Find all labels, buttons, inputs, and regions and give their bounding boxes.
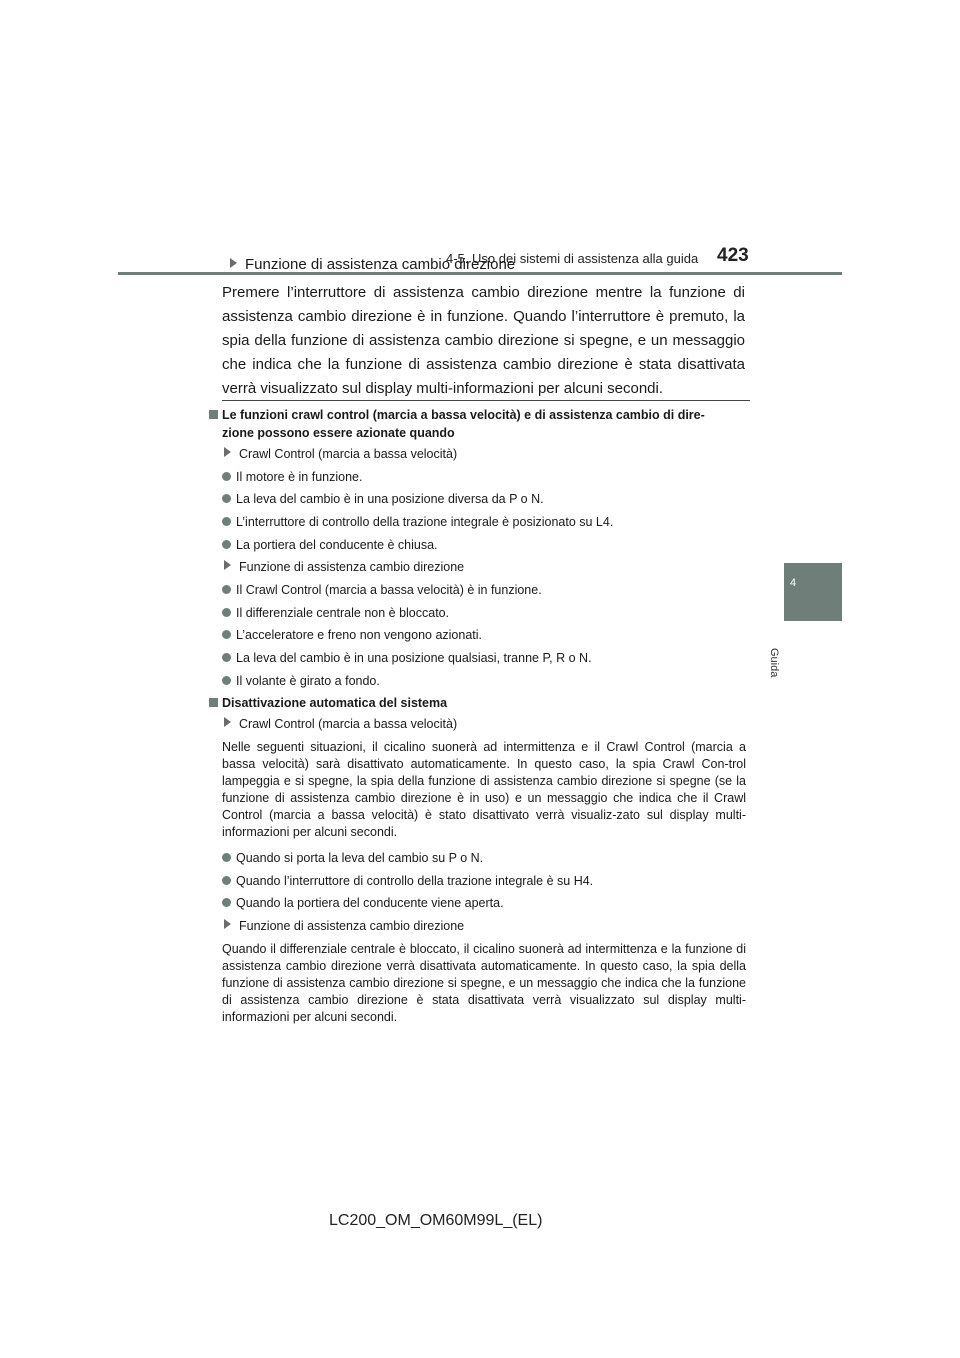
- list-item: [222, 491, 762, 508]
- circle-bullet-icon: [222, 876, 231, 885]
- list-item: [222, 582, 762, 599]
- section2-turn-label: [224, 918, 764, 935]
- list-item-text: Quando l’interruttore di controllo della trazione integrale è su H4.: [236, 874, 594, 888]
- section1-crawl-label: [224, 446, 764, 463]
- circle-bullet-icon: [222, 472, 231, 481]
- circle-bullet-icon: [222, 517, 231, 526]
- chapter-tab-label: Guida: [768, 648, 780, 678]
- section1-heading-line1: Le funzioni crawl control (marcia a bassa velocità) e di assistenza cambio di dire-: [222, 408, 705, 422]
- main-paragraph: Premere l’interruttore di assistenza cambio direzione mentre la funzione di assistenza cambio direzione è in funzione. Quando l’interruttore è premuto, la spia della funzione di assistenza cambio direzione si spegne, e un messaggio che indica che la funzione di assistenza cambio direzione è stata disattivata verrà visualizzato sul display multi-informazioni per alcuni secondi.: [222, 284, 745, 397]
- section2-crawl-label-text: Crawl Control (marcia a bassa velocità): [239, 717, 458, 731]
- list-item: [222, 605, 762, 622]
- triangle-bullet-icon: [224, 560, 231, 570]
- section2-turn-paragraph: Quando il differenziale centrale è bloccato, il cicalino suonerà ad intermittenza e la funzione di assistenza cambio direzione verrà disattivata automaticamente. In questo caso, la spia della funzione di assistenza cambio direzione si spegne, e un messaggio che indica che la funzione di assistenza cambio direzione è stata disattivata verrà visualizzato sul display multi-informazioni per alcuni secondi.: [222, 942, 746, 1024]
- triangle-bullet-icon: [224, 717, 231, 727]
- list-item: [222, 873, 762, 890]
- chapter-tab-number: 4: [790, 577, 797, 589]
- list-item-text: Il volante è girato a fondo.: [236, 674, 380, 688]
- list-item: [222, 627, 762, 644]
- circle-bullet-icon: [222, 585, 231, 594]
- list-item: [222, 850, 762, 867]
- list-item-text: La portiera del conducente è chiusa.: [236, 538, 438, 552]
- list-item-text: Il differenziale centrale non è bloccato.: [236, 606, 450, 620]
- section1-crawl-label-text: Crawl Control (marcia a bassa velocità): [239, 447, 458, 461]
- list-item-text: La leva del cambio è in una posizione qualsiasi, tranne P, R o N.: [236, 651, 592, 665]
- header-section-title: 4-5. Uso dei sistemi di assistenza alla guida: [446, 251, 699, 266]
- list-item-text: Quando la portiera del conducente viene aperta.: [236, 896, 504, 910]
- list-item-text: L’interruttore di controllo della trazione integrale è posizionato su L4.: [236, 515, 614, 529]
- list-item: [222, 514, 762, 531]
- circle-bullet-icon: [222, 676, 231, 685]
- circle-bullet-icon: [222, 608, 231, 617]
- list-item-text: L’acceleratore e freno non vengono azionati.: [236, 628, 483, 642]
- list-item: [222, 537, 762, 554]
- list-item-text: La leva del cambio è in una posizione diversa da P o N.: [236, 492, 544, 506]
- footer-document-code: LC200_OM_OM60M99L_(EL): [329, 1212, 543, 1229]
- section2-crawl-label: [224, 716, 764, 733]
- square-bullet-icon: [209, 410, 218, 419]
- sub-heading: [230, 256, 515, 273]
- section1-heading-line2: zione possono essere azionate quando: [222, 426, 455, 440]
- section2-heading-text: Disattivazione automatica del sistema: [222, 696, 448, 710]
- section2-turn-label-text: Funzione di assistenza cambio direzione: [239, 919, 465, 933]
- circle-bullet-icon: [222, 853, 231, 862]
- triangle-bullet-icon: [230, 258, 237, 268]
- circle-bullet-icon: [222, 540, 231, 549]
- section2-crawl-paragraph: Nelle seguenti situazioni, il cicalino suonerà ad intermittenza e il Crawl Control (marcia a bassa velocità) sarà disattivato automaticamente. In questo caso, la spia Crawl Con-trol lampeggia e si spegne, la spia della funzione di assistenza cambio direzione si spegne (se la funzione di assistenza cambio direzione è in uso) e un messaggio che indica che il Crawl Control (marcia a bassa velocità) è stato disattivato verrà visualiz-zato sul display multi-informazioni per alcuni secondi.: [222, 740, 746, 839]
- list-item: [222, 469, 762, 486]
- square-bullet-icon: [209, 698, 218, 707]
- chapter-tab: [784, 563, 842, 621]
- section1-turn-label-text: Funzione di assistenza cambio direzione: [239, 560, 465, 574]
- circle-bullet-icon: [222, 630, 231, 639]
- list-item: [222, 673, 762, 690]
- triangle-bullet-icon: [224, 447, 231, 457]
- circle-bullet-icon: [222, 898, 231, 907]
- list-item: [222, 895, 762, 912]
- list-item: [222, 650, 762, 667]
- section-divider: [222, 400, 750, 401]
- section2-heading: [209, 695, 749, 712]
- list-item-text: Quando si porta la leva del cambio su P o N.: [236, 851, 484, 865]
- section1-heading: [209, 407, 749, 424]
- list-item-text: Il Crawl Control (marcia a bassa velocità) è in funzione.: [236, 583, 542, 597]
- triangle-bullet-icon: [224, 919, 231, 929]
- sub-heading-text: Funzione di assistenza cambio direzione: [245, 256, 516, 273]
- section1-turn-label: [224, 559, 764, 576]
- list-item-text: Il motore è in funzione.: [236, 470, 363, 484]
- circle-bullet-icon: [222, 494, 231, 503]
- page-number: 423: [717, 245, 749, 266]
- circle-bullet-icon: [222, 653, 231, 662]
